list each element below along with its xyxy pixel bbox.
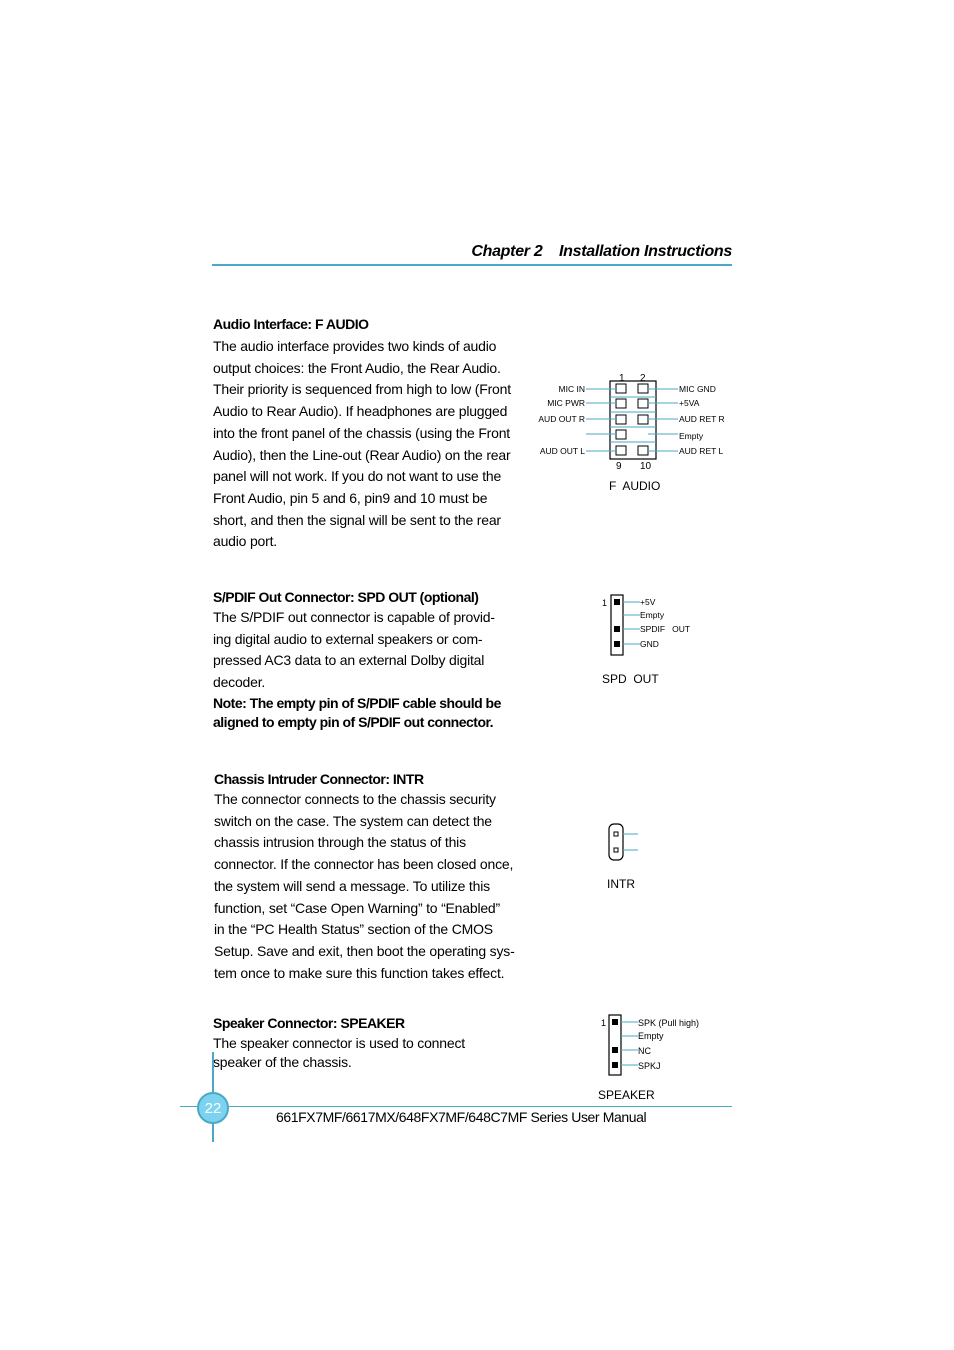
intr-caption: INTR (607, 877, 635, 891)
pin (638, 399, 648, 408)
pin (614, 848, 618, 852)
text-line: The connector connects to the chassis security (214, 791, 496, 807)
text-line: The S/PDIF out connector is capable of provid- (213, 609, 495, 625)
speaker-label: SPK (Pull high) (638, 1018, 700, 1028)
f-audio-left-label: AUD OUT L (539, 446, 585, 456)
pin-label-1: 1 (601, 1018, 607, 1028)
text-line: ing digital audio to external speakers or com- (213, 630, 483, 647)
speaker-label: SPKJ (638, 1061, 661, 1071)
speaker-label: Empty (638, 1031, 664, 1041)
text-line: speaker of the chassis. (213, 1054, 352, 1070)
text-line: Front Audio, pin 5 and 6, pin9 and 10 must be (213, 489, 488, 506)
pin (616, 446, 626, 455)
text-line: output choices: the Front Audio, the Rear Audio. (213, 359, 501, 376)
text-line: The audio interface provides two kinds of audio (213, 338, 497, 354)
intr-description (214, 789, 529, 984)
spdif-section-title: S/PDIF Out Connector: SPD OUT (optional) (213, 589, 479, 605)
pin (614, 599, 620, 605)
text-line: audio port. (213, 533, 277, 550)
pin (616, 384, 626, 393)
spd-out-label: SPDIF OUT (640, 624, 691, 634)
pin-label-9: 9 (616, 461, 622, 472)
speaker-label: NC (638, 1046, 651, 1056)
pin (614, 832, 618, 836)
pin (612, 1062, 618, 1068)
text-line: into the front panel of the chassis (using the Front (213, 424, 510, 441)
text-line: decoder. (213, 674, 266, 691)
spd-out-label: GND (640, 639, 659, 649)
f-audio-left-label: MIC PWR (547, 398, 585, 408)
page-number: 22 (204, 1099, 222, 1117)
f-audio-right-label: Empty (679, 431, 704, 441)
text-line: function, set “Case Open Warning” to “Enabled” (214, 899, 500, 916)
text-line: Setup. Save and exit, then boot the operating sys- (214, 942, 515, 959)
speaker-description (213, 1034, 513, 1072)
f-audio-left-label: AUD OUT R (538, 414, 585, 424)
chapter-header (212, 242, 732, 266)
text-line: panel will not work. If you do not want to use the (213, 468, 502, 485)
spd-out-caption: SPD OUT (602, 672, 659, 686)
note-line: Note: The empty pin of S/PDIF cable should be (213, 695, 501, 711)
page-number-badge (197, 1092, 229, 1124)
intr-section-title: Chassis Intruder Connector: INTR (214, 771, 424, 787)
text-line: Their priority is sequenced from high to low (Front (213, 381, 511, 398)
f-audio-right-label: +5VA (679, 398, 700, 408)
pin (616, 415, 626, 424)
spd-out-label: Empty (640, 610, 665, 620)
text-line: Audio to Rear Audio). If headphones are plugged (213, 403, 508, 420)
f-audio-right-label: AUD RET L (679, 446, 724, 456)
pin (638, 384, 648, 393)
header-outline (609, 824, 623, 860)
text-line: the system will send a message. To utilize this (214, 877, 490, 894)
text-line: switch on the case. The system can detect the (214, 812, 492, 829)
spdif-note (213, 694, 529, 732)
text-line: pressed AC3 data to an external Dolby digital (213, 652, 485, 669)
speaker-diagram (596, 1012, 716, 1104)
f-audio-caption: F AUDIO (609, 479, 661, 493)
spd-out-diagram (598, 592, 718, 688)
text-line: chassis intrusion through the status of this (214, 834, 466, 851)
pin (638, 415, 648, 424)
note-line: aligned to empty pin of S/PDIF out connector. (213, 714, 494, 730)
f-audio-right-label: AUD RET R (679, 414, 725, 424)
footer-rule (180, 1106, 732, 1107)
pin-label-10: 10 (640, 461, 652, 472)
manual-title: 661FX7MF/6617MX/648FX7MF/648C7MF Series User Manual (276, 1109, 647, 1125)
pin (612, 1047, 618, 1053)
text-line: connector. If the connector has been closed once, (214, 856, 514, 873)
text-line: short, and then the signal will be sent to the rear (213, 511, 501, 528)
chapter-title: Chapter 2 Installation Instructions (471, 243, 732, 260)
pin-label-2: 2 (640, 373, 646, 384)
spdif-description (213, 607, 529, 694)
pin (614, 641, 620, 647)
intr-diagram (604, 822, 664, 894)
f-audio-diagram (530, 368, 740, 496)
pin-label-1: 1 (602, 598, 608, 608)
pin (638, 446, 648, 455)
text-line: Audio), then the Line-out (Rear Audio) on the rear (213, 446, 511, 463)
text-line: The speaker connector is used to connect (213, 1035, 465, 1051)
pin (616, 430, 626, 439)
pin (616, 399, 626, 408)
text-line: in the “PC Health Status” section of the CMOS (214, 921, 493, 938)
f-audio-left-label: MIC IN (558, 384, 585, 394)
speaker-caption: SPEAKER (598, 1088, 655, 1102)
f-audio-right-label: MIC GND (679, 384, 716, 394)
text-line: tem once to make sure this function takes effect. (214, 964, 505, 981)
pin (612, 1019, 618, 1025)
audio-description (213, 336, 529, 553)
spd-out-label: +5V (640, 597, 656, 607)
pin (614, 626, 620, 632)
speaker-section-title: Speaker Connector: SPEAKER (213, 1015, 405, 1031)
pin-label-1: 1 (619, 373, 625, 384)
audio-section-title: Audio Interface: F AUDIO (213, 316, 369, 332)
